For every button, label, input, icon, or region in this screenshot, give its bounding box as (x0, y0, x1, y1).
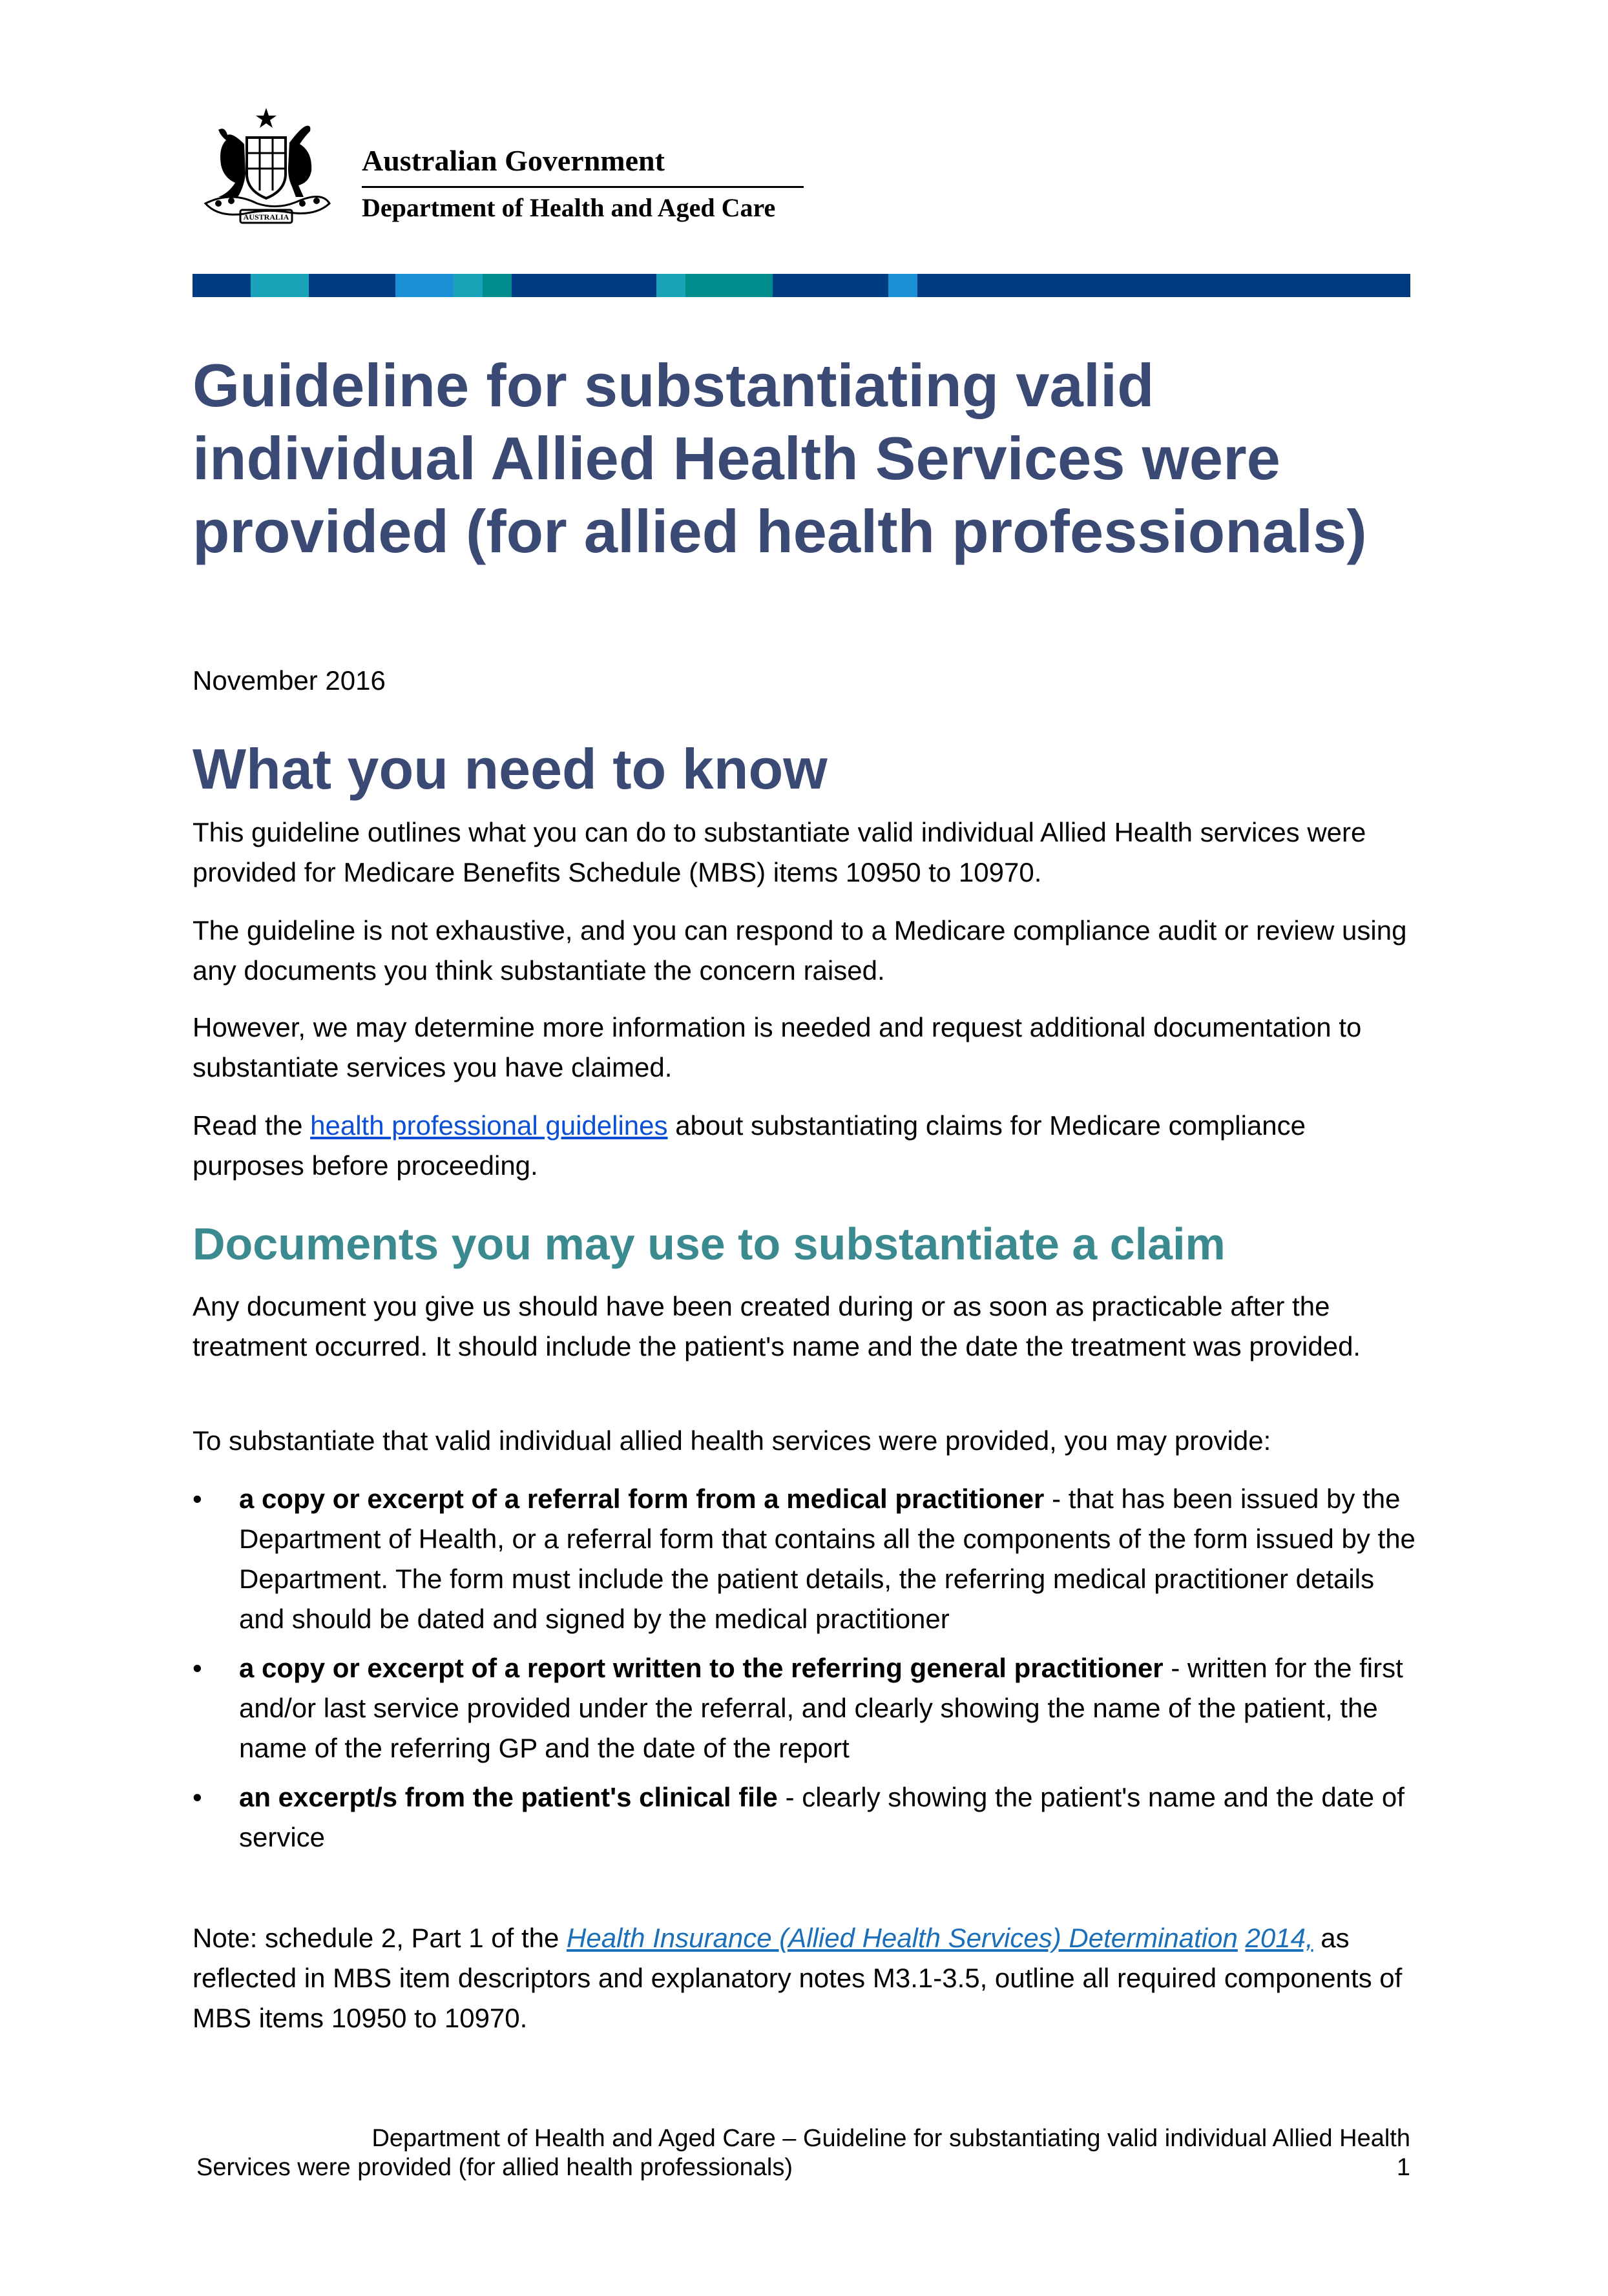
commonwealth-coat-of-arms-icon (193, 107, 340, 229)
list-item (193, 1479, 1420, 1639)
paragraph-not-exhaustive: The guideline is not exhaustive, and you can respond to a Medicare compliance audit or review using any documents you think substantiate the concern raised. (193, 915, 1407, 986)
document-title: Guideline for substantiating valid individual Allied Health Services were provided (for allied health professionals) (193, 351, 1367, 565)
footer-text-line1: Department of Health and Aged Care – Guideline for substantiating valid individual Allied Health (371, 2125, 1410, 2152)
colour-bar-segment (483, 274, 512, 297)
colour-bar-segment (656, 274, 685, 297)
list-item-text: - written for the first and/or last service provided under the referral, and clearly showing the name of the patient, the name of the referring GP and the date of the report (239, 1653, 1403, 1763)
colour-bar-segment (309, 274, 396, 297)
paragraph-any-document: Any document you give us should have been created during or as soon as practicable after the treatment occurred. It should include the patient's name and the date the treatment was provided. (193, 1291, 1361, 1361)
paragraph-read-guidelines (193, 1106, 1420, 1186)
colour-bar (193, 274, 1410, 297)
list-item-bold: a copy or excerpt of a report written to the referring general practitioner (239, 1653, 1164, 1683)
bullet-icon: • (193, 1484, 202, 1514)
paragraph-you-may-provide: To substantiate that valid individual allied health services were provided, you may provide: (193, 1425, 1271, 1456)
determination-year-link[interactable]: 2014, (1245, 1923, 1313, 1953)
colour-bar-segment (454, 274, 483, 297)
colour-bar-segment (251, 274, 309, 297)
documents-list (193, 1479, 1420, 1867)
heading-documents: Documents you may use to substantiate a claim (193, 1219, 1226, 1269)
list-item (193, 1777, 1420, 1857)
read-guidelines-suffix: about substantiating claims for Medicare compliance purposes before proceeding. (193, 1110, 1306, 1181)
department-name: Department of Health and Aged Care (362, 193, 776, 222)
note-space (1238, 1923, 1246, 1953)
paragraph-intro: This guideline outlines what you can do to substantiate valid individual Allied Health services were provided for Medicare Benefits Schedule (MBS) items 10950 to 10970. (193, 817, 1366, 887)
header-rule (362, 186, 804, 188)
note-prefix: Note: schedule 2, Part 1 of the (193, 1923, 567, 1953)
bullet-icon: • (193, 1653, 202, 1683)
read-guidelines-prefix: Read the (193, 1110, 311, 1141)
paragraph-note (193, 1918, 1420, 2038)
health-professional-guidelines-link[interactable]: health professional guidelines (310, 1110, 668, 1141)
heading-what-you-need-to-know: What you need to know (193, 737, 828, 801)
page-number: 1 (1396, 2154, 1410, 2181)
colour-bar-segment (395, 274, 454, 297)
colour-bar-segment (512, 274, 656, 297)
footer-text-line2: Services were provided (for allied health professionals) (196, 2154, 793, 2181)
note-suffix: as reflected in MBS item descriptors and explanatory notes M3.1-3.5, outline all required components of MBS items 10950 to 10970. (193, 1923, 1403, 2033)
list-item-bold: an excerpt/s from the patient's clinical file (239, 1782, 778, 1812)
colour-bar-segment (685, 274, 773, 297)
document-date: November 2016 (193, 665, 386, 696)
colour-bar-segment (773, 274, 889, 297)
determination-link[interactable]: Health Insurance (Allied Health Services) Determination (567, 1923, 1238, 1953)
list-item-text: - clearly showing the patient's name and the date of service (239, 1782, 1404, 1852)
paragraph-more-info: However, we may determine more information is needed and request additional documentation to substantiate services you have claimed. (193, 1012, 1362, 1082)
list-item-text: - that has been issued by the Department of Health, or a referral form that contains all the components of the form issued by the Department. The form must include the patient details, the referring medical practitioner details and should be dated and signed by the medical practitioner (239, 1484, 1415, 1634)
government-name: Australian Government (362, 144, 665, 177)
bullet-icon: • (193, 1782, 202, 1812)
list-item-bold: a copy or excerpt of a referral form from a medical practitioner (239, 1484, 1045, 1514)
colour-bar-segment (917, 274, 1410, 297)
colour-bar-segment (193, 274, 251, 297)
crest-motto: AUSTRALIA (243, 212, 289, 222)
list-item (193, 1648, 1420, 1768)
colour-bar-segment (888, 274, 917, 297)
